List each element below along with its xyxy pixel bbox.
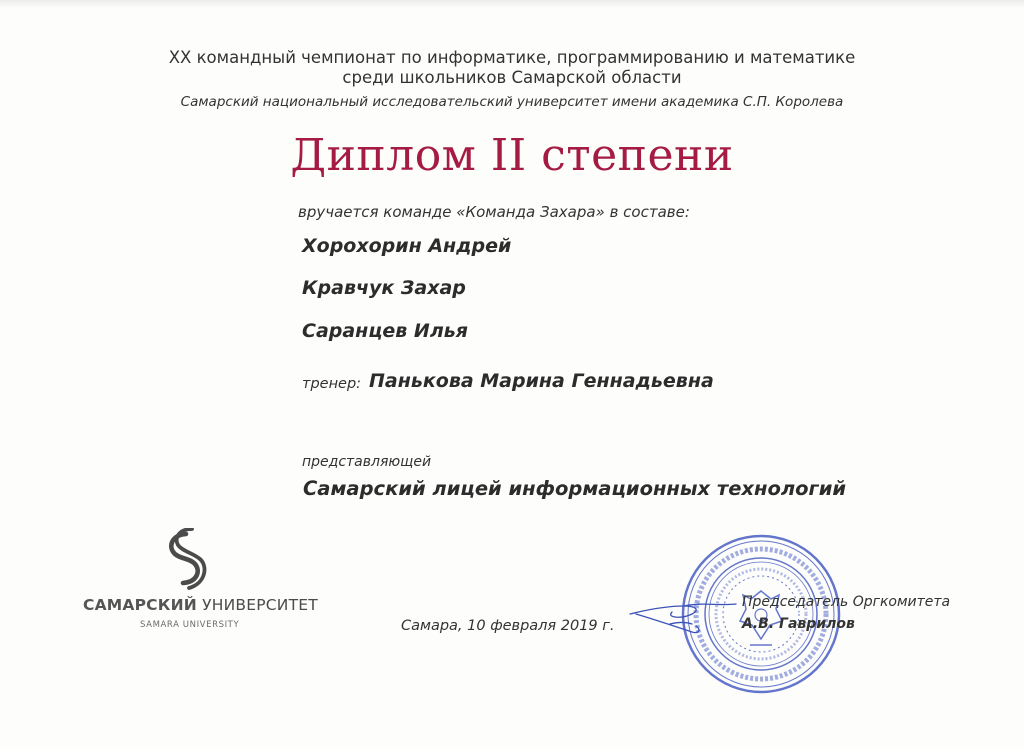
diploma-title: Диплом II степени <box>290 130 734 181</box>
team-member: Хорохорин Андрей <box>302 235 512 257</box>
school-name: Самарский лицей информационных технологий <box>303 477 847 500</box>
scan-edge <box>0 0 1024 8</box>
championship-title-line1: XX командный чемпионат по информатике, программированию и математике <box>168 48 856 67</box>
team-member: Кравчук Захар <box>302 277 466 299</box>
award-intro: вручается команде «Команда Захара» в составе: <box>298 203 690 221</box>
chairman-signature <box>626 592 746 640</box>
coach-name: Панькова Марина Геннадьевна <box>369 370 714 392</box>
team-member: Саранцев Илья <box>302 320 468 342</box>
chairman-title: Председатель Оргкомитета <box>742 594 951 610</box>
samara-university-logo-en: SAMARA UNIVERSITY <box>140 620 240 630</box>
samara-university-logo-icon <box>160 528 214 590</box>
chairman-name: А.В. Гаврилов <box>742 616 855 632</box>
representing-label: представляющей <box>302 454 432 470</box>
university-name: Самарский национальный исследовательский университет имени академика С.П. Королева <box>180 94 844 110</box>
issue-date: Самара, 10 февраля 2019 г. <box>401 618 615 634</box>
coach-label: тренер: <box>302 376 362 392</box>
samara-university-logo-text: САМАРСКИЙ УНИВЕРСИТЕТ <box>83 596 318 614</box>
championship-title-line2: среди школьников Самарской области <box>342 68 682 87</box>
